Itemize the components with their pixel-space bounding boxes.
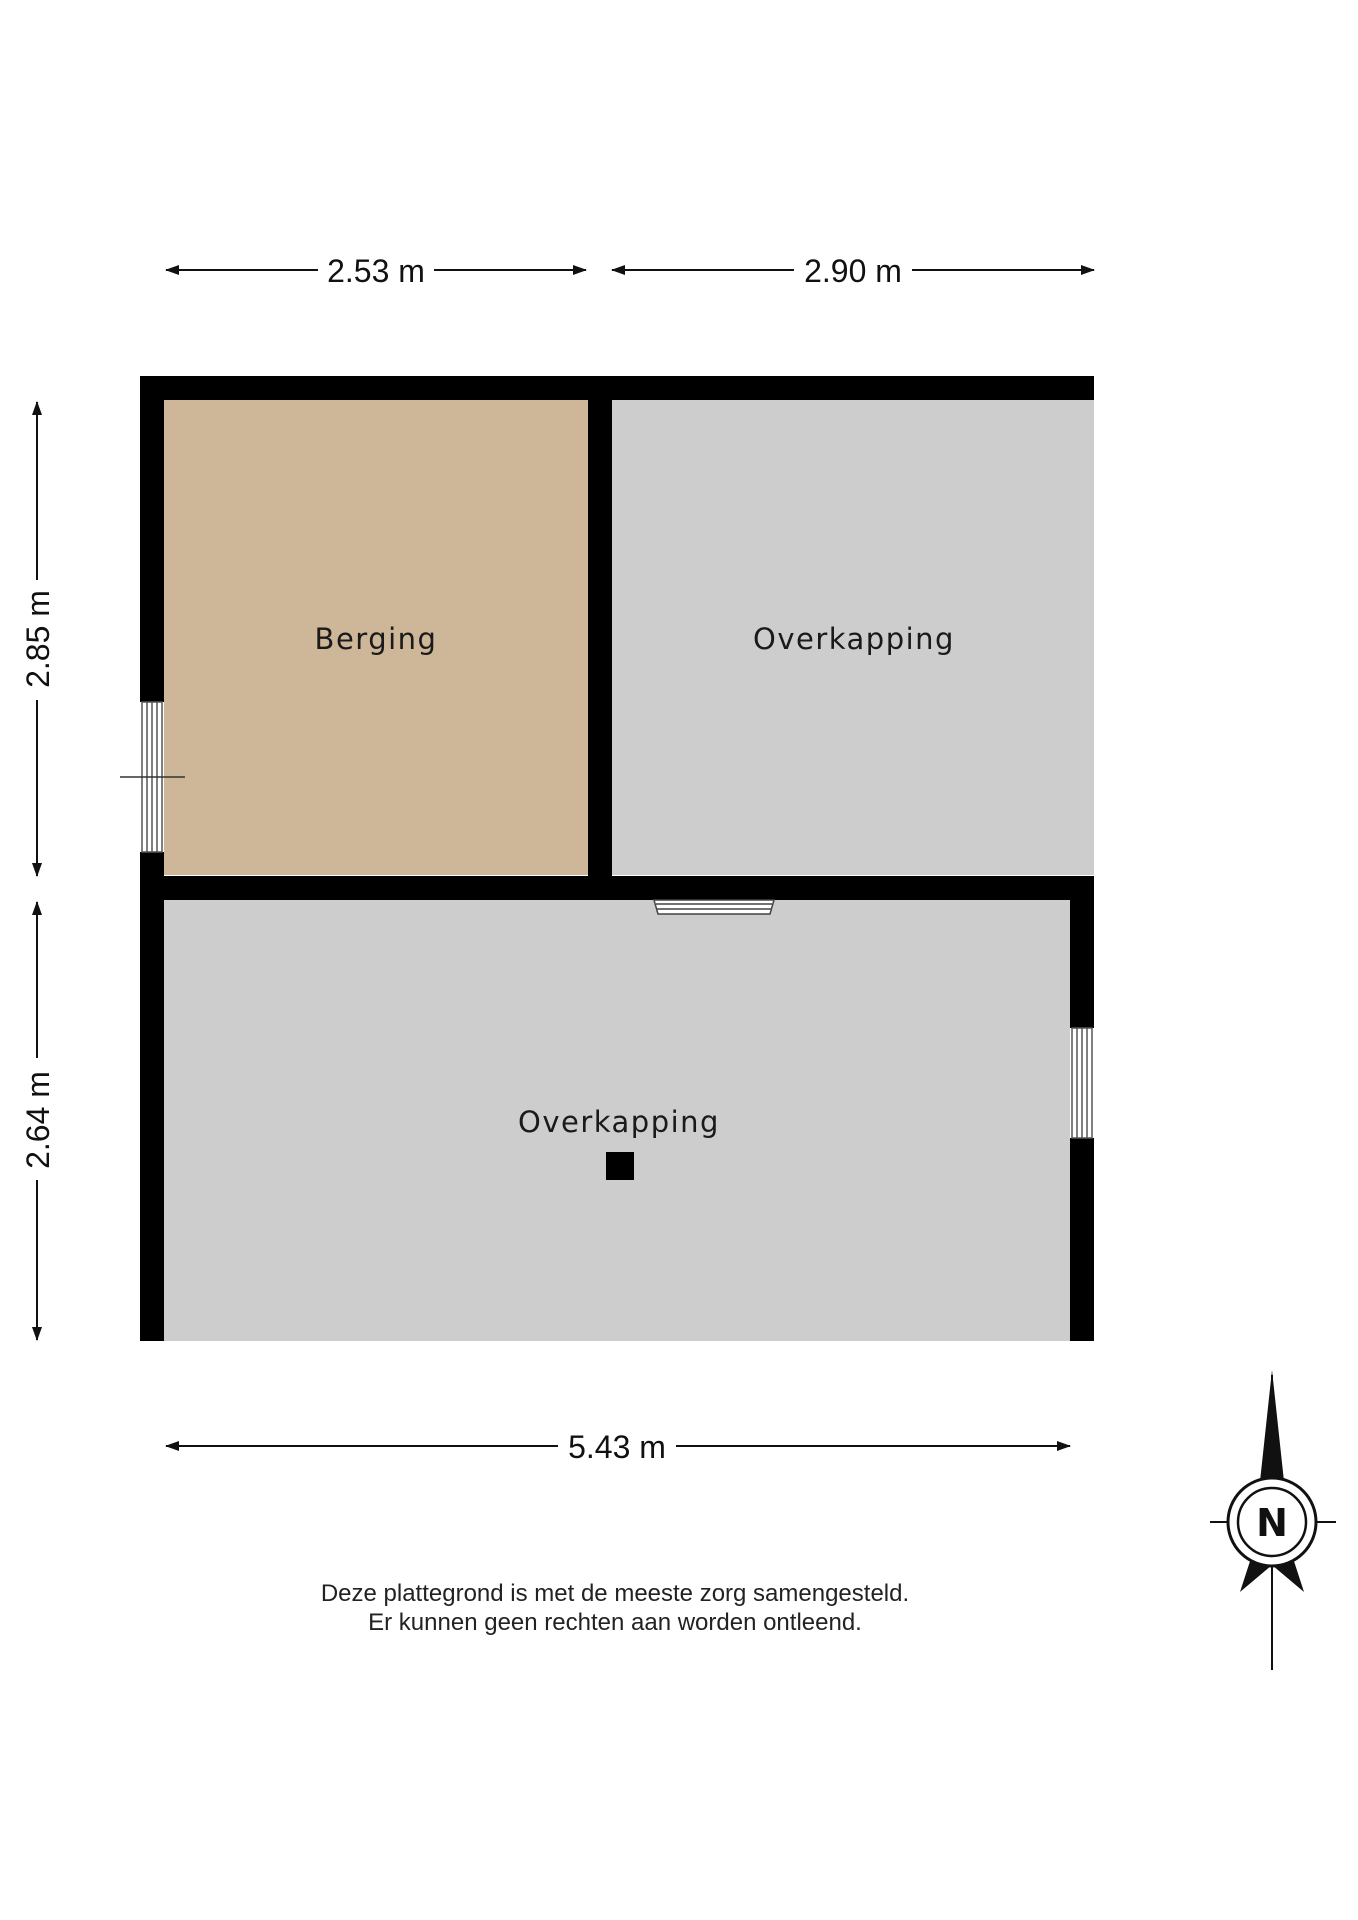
dimension-label-bottom: 5.43 m <box>568 1429 666 1465</box>
disclaimer-line-1: Deze plattegrond is met de meeste zorg samengesteld. <box>320 1580 910 1607</box>
room-label-berging: Berging <box>314 622 438 656</box>
middle-wall-window <box>654 900 774 914</box>
dimension-label-left-top: 2.85 m <box>20 590 56 688</box>
compass-letter: N <box>1256 1501 1288 1545</box>
disclaimer <box>0 1579 1230 1637</box>
dimension-label-top-left: 2.53 m <box>327 253 425 289</box>
wall-middle <box>140 876 1094 900</box>
wall-right-lower <box>1070 1138 1094 1341</box>
wall-left-upper <box>140 376 164 702</box>
wall-right-upper <box>1070 876 1094 1028</box>
room-label-overkapping-top: Overkapping <box>753 622 955 656</box>
wall-left-lower <box>140 852 164 1341</box>
right-window <box>1072 1028 1092 1138</box>
room-label-overkapping-bottom: Overkapping <box>518 1105 720 1139</box>
wall-center <box>588 400 612 876</box>
dimension-label-left-bottom: 2.64 m <box>20 1071 56 1169</box>
dimension-label-top-right: 2.90 m <box>804 253 902 289</box>
column <box>606 1152 634 1180</box>
wall-top <box>140 376 1094 400</box>
disclaimer-line-2: Er kunnen geen rechten aan worden ontleend. <box>368 1609 862 1636</box>
